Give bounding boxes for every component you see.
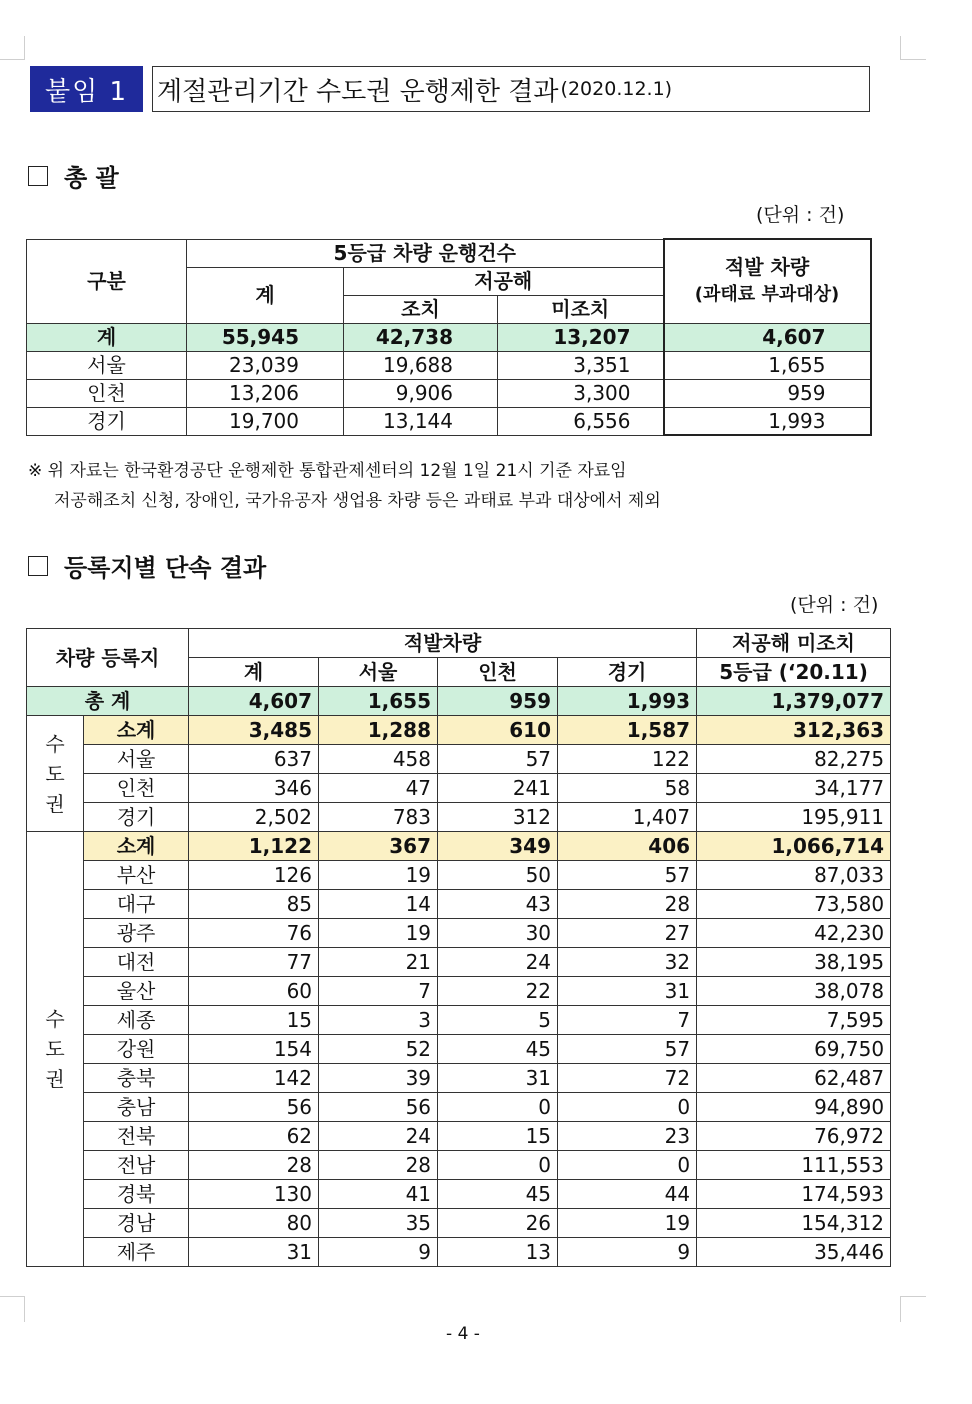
table-row: [27, 687, 891, 716]
cell-unmeasured: 3,351: [498, 351, 664, 379]
row-name: 계: [27, 323, 187, 351]
cell-total: 55,945: [187, 323, 344, 351]
title-text: 계절관리기간 수도권 운행제한 결과: [157, 76, 559, 107]
cell-total: 637: [189, 745, 319, 774]
table-row: [27, 1064, 891, 1093]
cell-incheon: 13: [438, 1238, 558, 1267]
table-row: [27, 1093, 891, 1122]
cell-total: 19,700: [187, 407, 344, 435]
table-row: [27, 379, 871, 407]
cell-incheon: 30: [438, 919, 558, 948]
cell-incheon: 312: [438, 803, 558, 832]
checkbox-icon: [28, 166, 48, 186]
note-exclusion: 저공해조치 신청, 장애인, 국가유공자 생업용 차량 등은 과태료 부과 대상에서 제외: [54, 491, 661, 511]
cell-unmeasured: 195,911: [697, 803, 891, 832]
cell-unmeasured: 7,595: [697, 1006, 891, 1035]
cell-incheon: 50: [438, 861, 558, 890]
cell-gyeonggi: 7: [558, 1006, 697, 1035]
table-row: [27, 1035, 891, 1064]
cell-incheon: 57: [438, 745, 558, 774]
cell-seoul: 24: [319, 1122, 438, 1151]
header-measured: 조치: [344, 295, 498, 323]
row-name: 충북: [84, 1064, 189, 1093]
cell-total: 56: [189, 1093, 319, 1122]
cell-gyeonggi: 9: [558, 1238, 697, 1267]
cell-unmeasured: 3,300: [498, 379, 664, 407]
row-name: 충남: [84, 1093, 189, 1122]
cell-unmeasured: 35,446: [697, 1238, 891, 1267]
table-row: [27, 919, 891, 948]
cell-seoul: 39: [319, 1064, 438, 1093]
cell-unmeasured: 34,177: [697, 774, 891, 803]
cell-total: 15: [189, 1006, 319, 1035]
cell-gyeonggi: 32: [558, 948, 697, 977]
row-name: 세종: [84, 1006, 189, 1035]
unit-label: (단위 : 건): [790, 594, 879, 616]
row-name: 소계: [84, 716, 189, 745]
cell-total: 154: [189, 1035, 319, 1064]
row-name: 서울: [84, 745, 189, 774]
table-row: [27, 351, 871, 379]
section-title-text: 등록지별 단속 결과: [64, 554, 267, 582]
cell-seoul: 28: [319, 1151, 438, 1180]
unit-label: (단위 : 건): [756, 204, 845, 226]
table-row: [27, 1006, 891, 1035]
cell-caught: 4,607: [664, 323, 871, 351]
cell-seoul: 41: [319, 1180, 438, 1209]
table-row: [27, 1238, 891, 1267]
cell-seoul: 367: [319, 832, 438, 861]
cell-total: 130: [189, 1180, 319, 1209]
cell-incheon: 31: [438, 1064, 558, 1093]
cell-incheon: 0: [438, 1093, 558, 1122]
header-seoul: 서울: [319, 658, 438, 687]
cell-incheon: 349: [438, 832, 558, 861]
cell-gyeonggi: 58: [558, 774, 697, 803]
cell-total: 23,039: [187, 351, 344, 379]
note-source: ※ 위 자료는 한국환경공단 운행제한 통합관제센터의 12월 1일 21시 기준 자료임: [28, 461, 627, 481]
cell-unmeasured: 73,580: [697, 890, 891, 919]
cell-measured: 9,906: [344, 379, 498, 407]
row-name: 대전: [84, 948, 189, 977]
row-name: 총 계: [27, 687, 189, 716]
cell-unmeasured: 87,033: [697, 861, 891, 890]
cell-seoul: 56: [319, 1093, 438, 1122]
table-row: [27, 407, 871, 435]
cell-gyeonggi: 1,587: [558, 716, 697, 745]
cell-total: 28: [189, 1151, 319, 1180]
cell-gyeonggi: 57: [558, 1035, 697, 1064]
cell-total: 142: [189, 1064, 319, 1093]
cell-measured: 13,144: [344, 407, 498, 435]
cell-gyeonggi: 72: [558, 1064, 697, 1093]
crop-mark: [900, 1296, 926, 1297]
table-row: [27, 323, 871, 351]
table-row: [27, 977, 891, 1006]
header-lowemission-sub: 5등급 (‘20.11): [697, 658, 891, 687]
cell-total: 1,122: [189, 832, 319, 861]
cell-total: 76: [189, 919, 319, 948]
cell-gyeonggi: 0: [558, 1093, 697, 1122]
cell-gyeonggi: 44: [558, 1180, 697, 1209]
crop-mark: [900, 59, 926, 60]
cell-gyeonggi: 23: [558, 1122, 697, 1151]
cell-total: 2,502: [189, 803, 319, 832]
cell-incheon: 15: [438, 1122, 558, 1151]
cell-caught: 959: [664, 379, 871, 407]
section-region-title: [28, 548, 266, 583]
cell-unmeasured: 312,363: [697, 716, 891, 745]
cell-unmeasured: 69,750: [697, 1035, 891, 1064]
cell-seoul: 1,288: [319, 716, 438, 745]
region-group-label: 수 도 권: [27, 832, 84, 1267]
cell-total: 31: [189, 1238, 319, 1267]
header-low-emission: 저공해: [344, 267, 664, 295]
cell-measured: 42,738: [344, 323, 498, 351]
cell-unmeasured: 38,078: [697, 977, 891, 1006]
cell-total: 62: [189, 1122, 319, 1151]
cell-total: 4,607: [189, 687, 319, 716]
cell-gyeonggi: 1,407: [558, 803, 697, 832]
cell-gyeonggi: 1,993: [558, 687, 697, 716]
row-name: 인천: [84, 774, 189, 803]
cell-incheon: 43: [438, 890, 558, 919]
cell-seoul: 21: [319, 948, 438, 977]
table-row: [27, 1151, 891, 1180]
header-category: 구분: [27, 239, 187, 323]
table-row: [27, 716, 891, 745]
header-gyeonggi: 경기: [558, 658, 697, 687]
table-row: [27, 745, 891, 774]
cell-gyeonggi: 406: [558, 832, 697, 861]
crop-mark: [0, 1296, 24, 1297]
cell-seoul: 3: [319, 1006, 438, 1035]
row-name: 울산: [84, 977, 189, 1006]
cell-seoul: 1,655: [319, 687, 438, 716]
cell-total: 77: [189, 948, 319, 977]
title-date: (2020.12.1): [560, 78, 673, 100]
row-name: 제주: [84, 1238, 189, 1267]
row-name: 경기: [27, 407, 187, 435]
section-summary-title: [28, 158, 119, 193]
cell-unmeasured: 62,487: [697, 1064, 891, 1093]
table-row: [27, 948, 891, 977]
cell-seoul: 458: [319, 745, 438, 774]
cell-incheon: 22: [438, 977, 558, 1006]
cell-gyeonggi: 0: [558, 1151, 697, 1180]
cell-incheon: 45: [438, 1180, 558, 1209]
row-name: 서울: [27, 351, 187, 379]
table-row: [27, 1122, 891, 1151]
header-lowemission: 저공해 미조치: [697, 629, 891, 658]
header-incheon: 인천: [438, 658, 558, 687]
row-name: 전북: [84, 1122, 189, 1151]
cell-incheon: 610: [438, 716, 558, 745]
header-caught: 적발차량: [189, 629, 697, 658]
cell-incheon: 45: [438, 1035, 558, 1064]
table-row: [27, 1209, 891, 1238]
cell-seoul: 783: [319, 803, 438, 832]
cell-measured: 19,688: [344, 351, 498, 379]
row-name: 강원: [84, 1035, 189, 1064]
region-table: [26, 628, 891, 1267]
region-group-label: 수 도 권: [27, 716, 84, 832]
header-group: 5등급 차량 운행건수: [187, 239, 664, 267]
row-name: 소계: [84, 832, 189, 861]
summary-table: [26, 238, 872, 436]
cell-unmeasured: 111,553: [697, 1151, 891, 1180]
cell-gyeonggi: 31: [558, 977, 697, 1006]
crop-mark: [24, 1296, 25, 1322]
cell-unmeasured: 94,890: [697, 1093, 891, 1122]
cell-seoul: 19: [319, 861, 438, 890]
cell-gyeonggi: 27: [558, 919, 697, 948]
document-title: [152, 66, 870, 112]
cell-seoul: 7: [319, 977, 438, 1006]
attachment-badge: 붙임 1: [30, 66, 143, 112]
crop-mark: [24, 36, 25, 60]
cell-unmeasured: 174,593: [697, 1180, 891, 1209]
page-number: - 4 -: [446, 1324, 480, 1344]
cell-incheon: 26: [438, 1209, 558, 1238]
cell-unmeasured: 6,556: [498, 407, 664, 435]
row-name: 경기: [84, 803, 189, 832]
cell-total: 126: [189, 861, 319, 890]
cell-seoul: 35: [319, 1209, 438, 1238]
cell-incheon: 959: [438, 687, 558, 716]
row-name: 대구: [84, 890, 189, 919]
cell-seoul: 47: [319, 774, 438, 803]
cell-seoul: 19: [319, 919, 438, 948]
section-title-text: 총 괄: [64, 164, 119, 192]
cell-gyeonggi: 122: [558, 745, 697, 774]
cell-seoul: 14: [319, 890, 438, 919]
header-total: 계: [189, 658, 319, 687]
cell-caught: 1,655: [664, 351, 871, 379]
cell-unmeasured: 76,972: [697, 1122, 891, 1151]
cell-total: 60: [189, 977, 319, 1006]
row-name: 인천: [27, 379, 187, 407]
header-caught-label: 적발 차량: [724, 255, 810, 280]
cell-total: 80: [189, 1209, 319, 1238]
row-name: 광주: [84, 919, 189, 948]
crop-mark: [900, 1296, 901, 1322]
row-name: 경북: [84, 1180, 189, 1209]
header-caught-sub: (과태료 부과대상): [694, 284, 840, 306]
cell-unmeasured: 1,066,714: [697, 832, 891, 861]
cell-unmeasured: 82,275: [697, 745, 891, 774]
table-row: [27, 774, 891, 803]
cell-unmeasured: 38,195: [697, 948, 891, 977]
table-row: [27, 861, 891, 890]
checkbox-icon: [28, 556, 48, 576]
crop-mark: [900, 36, 901, 60]
header-region: 차량 등록지: [27, 629, 189, 687]
header-total: 계: [187, 267, 344, 323]
cell-total: 3,485: [189, 716, 319, 745]
cell-caught: 1,993: [664, 407, 871, 435]
cell-gyeonggi: 19: [558, 1209, 697, 1238]
cell-incheon: 24: [438, 948, 558, 977]
cell-total: 346: [189, 774, 319, 803]
row-name: 부산: [84, 861, 189, 890]
row-name: 경남: [84, 1209, 189, 1238]
table-row: [27, 832, 891, 861]
cell-total: 13,206: [187, 379, 344, 407]
header-unmeasured: 미조치: [498, 295, 664, 323]
table-row: [27, 1180, 891, 1209]
crop-mark: [0, 59, 24, 60]
header-caught: [664, 239, 871, 323]
cell-gyeonggi: 28: [558, 890, 697, 919]
cell-total: 85: [189, 890, 319, 919]
cell-gyeonggi: 57: [558, 861, 697, 890]
cell-incheon: 0: [438, 1151, 558, 1180]
cell-incheon: 241: [438, 774, 558, 803]
cell-unmeasured: 13,207: [498, 323, 664, 351]
cell-unmeasured: 1,379,077: [697, 687, 891, 716]
cell-seoul: 9: [319, 1238, 438, 1267]
row-name: 전남: [84, 1151, 189, 1180]
cell-seoul: 52: [319, 1035, 438, 1064]
cell-unmeasured: 154,312: [697, 1209, 891, 1238]
table-row: [27, 890, 891, 919]
cell-unmeasured: 42,230: [697, 919, 891, 948]
table-row: [27, 803, 891, 832]
cell-incheon: 5: [438, 1006, 558, 1035]
